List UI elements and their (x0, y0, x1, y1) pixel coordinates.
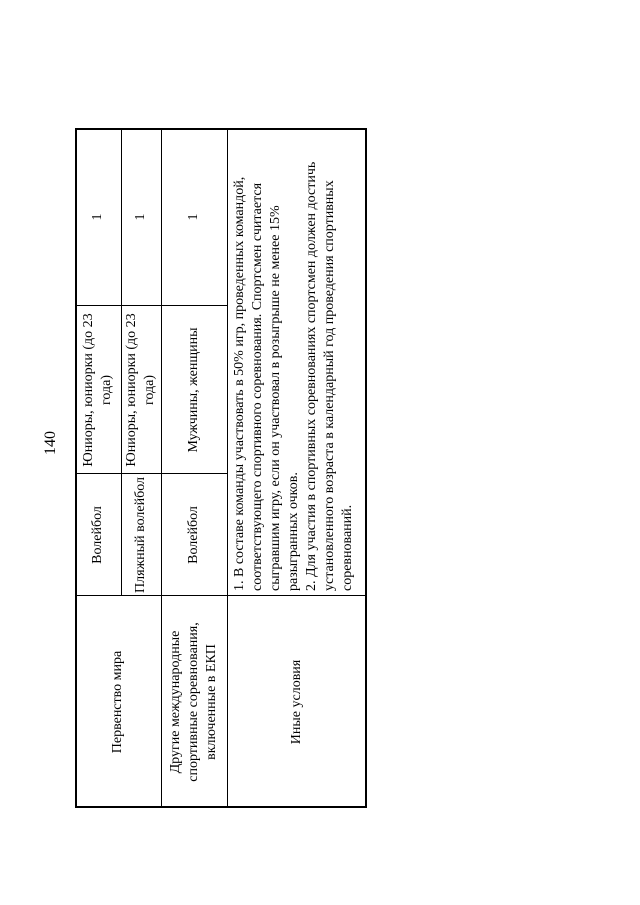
group-cell-men-women: Мужчины, женщины (186, 327, 201, 453)
group-cell-juniors: Юниоры, юниорки (до 23 года) (124, 313, 157, 467)
column-divider (75, 473, 227, 474)
group-cell-juniors: Юниоры, юниорки (до 23 года) (81, 313, 114, 467)
discipline-cell-volleyball: Волейбол (90, 506, 105, 564)
discipline-cell-volleyball: Волейбол (186, 506, 201, 564)
row-divider (161, 128, 162, 808)
table-border-top (75, 128, 77, 808)
value-cell: 1 (186, 213, 201, 221)
table-border-left (75, 806, 367, 808)
column-divider (75, 305, 227, 306)
page-number: 140 (42, 431, 59, 455)
volleyball-table (75, 128, 367, 808)
discipline-cell-beach-volleyball: Пляжный волейбол (133, 476, 148, 594)
table-border-bottom (365, 128, 367, 808)
table-border-right (75, 128, 367, 130)
note-2: 2. Для участия в спортивных соревнованиях спортсмен должен достичь установленного возраста в календарный год проведения спортивных соревнований. (304, 161, 355, 591)
value-cell: 1 (90, 213, 105, 221)
event-cell-world-championship: Первенство мира (110, 650, 125, 754)
event-cell-other-international: Другие международные спортивные соревнования, включенные в ЕКП (168, 622, 219, 782)
column-divider (75, 595, 367, 596)
note-1: 1. В составе команды участвовать в 50% игр, проведенных командой, соответствующего спортивного соревнования. Спортсмен считается сыгравшим игру, если он участвовал в розыгрыше не менее 15% разыгранных очков. (232, 176, 301, 591)
other-conditions-label: Иные условия (289, 659, 304, 745)
other-conditions-notes (227, 128, 367, 596)
value-cell: 1 (133, 213, 148, 221)
row-divider (227, 128, 228, 808)
row-divider (121, 128, 122, 596)
